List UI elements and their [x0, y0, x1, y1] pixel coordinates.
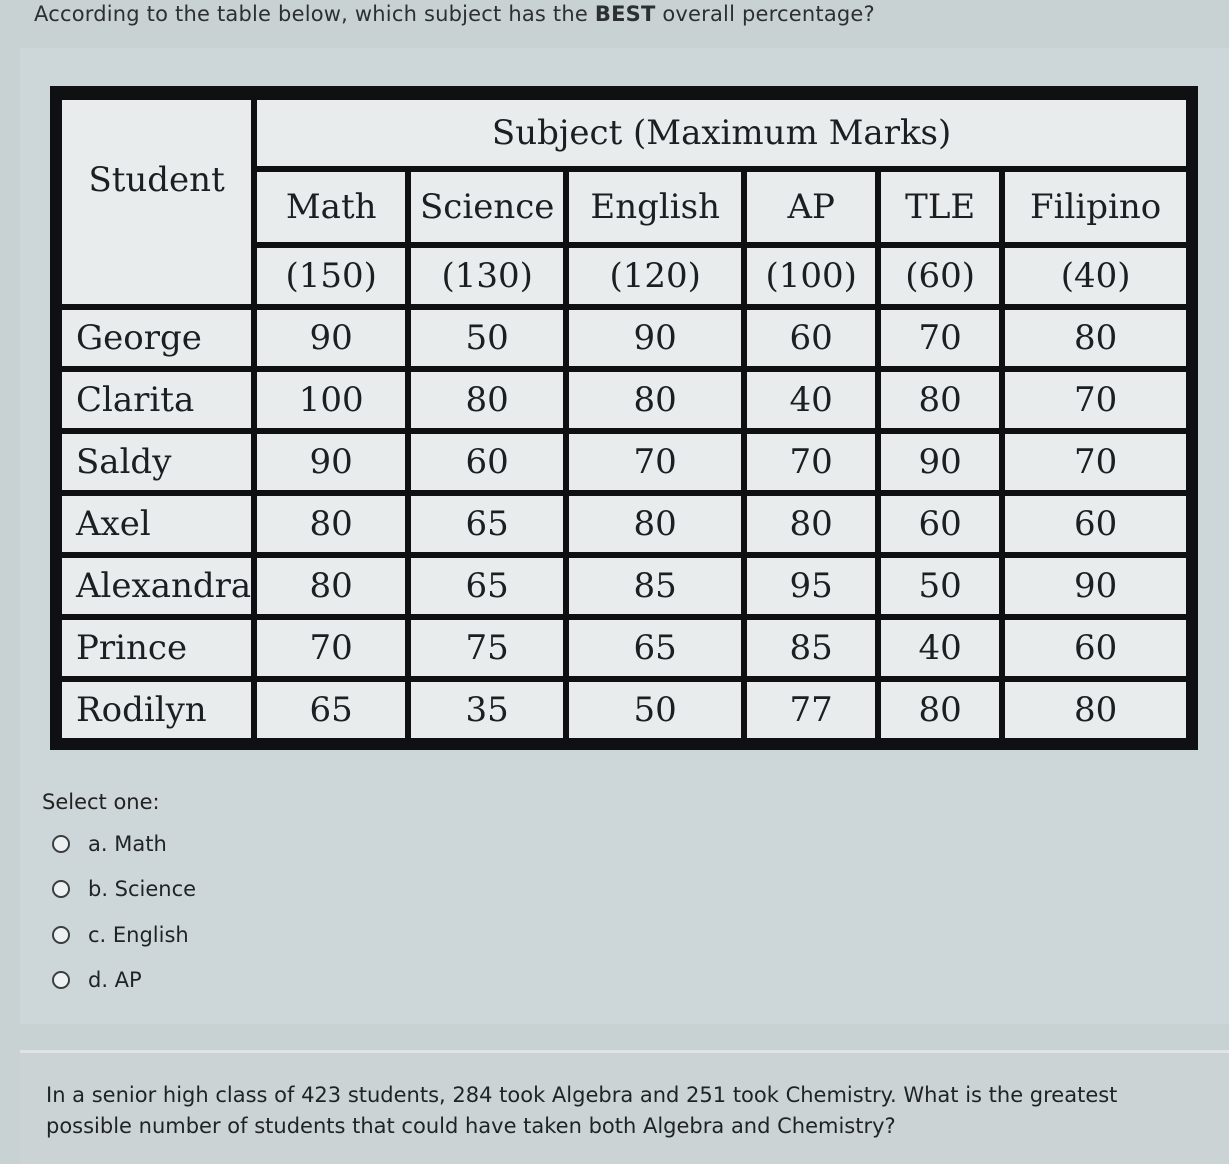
score-cell: 80	[881, 682, 999, 738]
table-row	[62, 620, 1186, 676]
student-name: Prince	[62, 620, 251, 676]
question-text	[34, 2, 875, 26]
score-cell: 77	[747, 682, 875, 738]
subject-math: Math	[257, 172, 405, 242]
score-cell: 80	[1005, 682, 1186, 738]
student-name: George	[62, 310, 251, 366]
max-marks-english: (120)	[569, 248, 741, 304]
score-cell: 70	[1005, 372, 1186, 428]
score-cell: 40	[747, 372, 875, 428]
score-cell: 90	[257, 310, 405, 366]
score-cell: 80	[411, 372, 563, 428]
max-marks-math: (150)	[257, 248, 405, 304]
score-cell: 60	[747, 310, 875, 366]
option-label: a. Math	[88, 832, 167, 856]
score-cell: 70	[747, 434, 875, 490]
option-a[interactable]	[52, 832, 167, 856]
option-label: c. English	[88, 923, 189, 947]
marks-table	[56, 94, 1192, 744]
option-d[interactable]	[52, 968, 142, 992]
next-question-text: In a senior high class of 423 students, 284 took Algebra and 251 took Chemistry. What is the greatest possible number of students that could have taken both Algebra and Chemistry?	[46, 1083, 1118, 1138]
max-marks-science: (130)	[411, 248, 563, 304]
question-prefix: According to the table below, which subject has the	[34, 2, 595, 26]
student-name: Alexandra	[62, 558, 251, 614]
score-cell: 60	[1005, 496, 1186, 552]
score-cell: 90	[1005, 558, 1186, 614]
table-row	[62, 310, 1186, 366]
question-emphasis: BEST	[594, 2, 656, 26]
score-cell: 90	[257, 434, 405, 490]
score-cell: 50	[569, 682, 741, 738]
score-cell: 80	[881, 372, 999, 428]
score-cell: 100	[257, 372, 405, 428]
student-name: Axel	[62, 496, 251, 552]
select-one-label: Select one:	[42, 790, 160, 814]
subject-header: Subject (Maximum Marks)	[257, 100, 1186, 166]
table-row	[62, 682, 1186, 738]
score-cell: 65	[411, 558, 563, 614]
marks-table-frame	[50, 86, 1198, 750]
score-cell: 85	[747, 620, 875, 676]
score-cell: 85	[569, 558, 741, 614]
score-cell: 65	[569, 620, 741, 676]
score-cell: 80	[569, 372, 741, 428]
score-cell: 90	[569, 310, 741, 366]
radio-button[interactable]	[52, 971, 70, 989]
max-marks-tle: (60)	[881, 248, 999, 304]
max-marks-filipino: (40)	[1005, 248, 1186, 304]
score-cell: 60	[1005, 620, 1186, 676]
student-name: Rodilyn	[62, 682, 251, 738]
subject-science: Science	[411, 172, 563, 242]
score-cell: 90	[881, 434, 999, 490]
option-c[interactable]	[52, 923, 189, 947]
score-cell: 50	[411, 310, 563, 366]
score-cell: 80	[747, 496, 875, 552]
question-suffix: overall percentage?	[655, 2, 875, 26]
score-cell: 95	[747, 558, 875, 614]
score-cell: 40	[881, 620, 999, 676]
score-cell: 70	[569, 434, 741, 490]
score-cell: 35	[411, 682, 563, 738]
table-row	[62, 372, 1186, 428]
student-name: Clarita	[62, 372, 251, 428]
score-cell: 50	[881, 558, 999, 614]
subject-ap: AP	[747, 172, 875, 242]
score-cell: 80	[569, 496, 741, 552]
radio-button[interactable]	[52, 880, 70, 898]
score-cell: 65	[257, 682, 405, 738]
subject-filipino: Filipino	[1005, 172, 1186, 242]
table-row	[62, 434, 1186, 490]
score-cell: 75	[411, 620, 563, 676]
student-column-header: Student	[62, 100, 251, 304]
radio-button[interactable]	[52, 926, 70, 944]
radio-button[interactable]	[52, 835, 70, 853]
option-label: b. Science	[88, 877, 197, 901]
score-cell: 65	[411, 496, 563, 552]
option-b[interactable]	[52, 877, 196, 901]
student-name: Saldy	[62, 434, 251, 490]
score-cell: 70	[881, 310, 999, 366]
subject-tle: TLE	[881, 172, 999, 242]
table-row	[62, 496, 1186, 552]
score-cell: 70	[1005, 434, 1186, 490]
option-label: d. AP	[88, 968, 142, 992]
score-cell: 80	[257, 558, 405, 614]
max-marks-ap: (100)	[747, 248, 875, 304]
score-cell: 80	[1005, 310, 1186, 366]
score-cell: 80	[257, 496, 405, 552]
table-row	[62, 558, 1186, 614]
score-cell: 70	[257, 620, 405, 676]
subject-english: English	[569, 172, 741, 242]
score-cell: 60	[881, 496, 999, 552]
score-cell: 60	[411, 434, 563, 490]
